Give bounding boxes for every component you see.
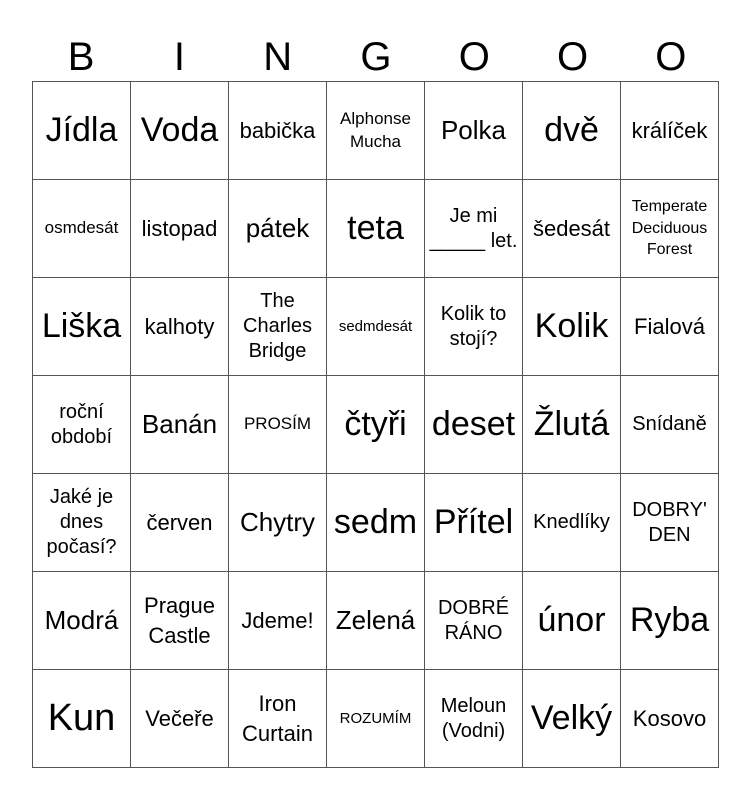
bingo-cell[interactable]: deset: [425, 376, 523, 474]
bingo-cell[interactable]: listopad: [131, 180, 229, 278]
bingo-cell[interactable]: čtyři: [327, 376, 425, 474]
bingo-cell[interactable]: Voda: [131, 82, 229, 180]
bingo-cell[interactable]: Přítel: [425, 474, 523, 572]
bingo-cell[interactable]: Alphonse Mucha: [327, 82, 425, 180]
bingo-cell[interactable]: Kolik: [523, 278, 621, 376]
header-letter-b: B: [67, 35, 95, 79]
bingo-cell[interactable]: Modrá: [33, 572, 131, 670]
bingo-cell[interactable]: osmdesát: [33, 180, 131, 278]
header-letter-n: N: [263, 35, 293, 79]
bingo-cell[interactable]: Večeře: [131, 670, 229, 768]
bingo-cell[interactable]: Kun: [33, 670, 131, 768]
header-letter-g: G: [360, 35, 392, 79]
header-letter-o-3: O: [655, 35, 687, 79]
bingo-cell[interactable]: sedmdesát: [327, 278, 425, 376]
bingo-header: [32, 32, 720, 82]
bingo-cell[interactable]: Je mi _____ let.: [425, 180, 523, 278]
bingo-cell[interactable]: Velký: [523, 670, 621, 768]
bingo-cell[interactable]: kalhoty: [131, 278, 229, 376]
bingo-cell[interactable]: Liška: [33, 278, 131, 376]
bingo-cell[interactable]: DOBRY' DEN: [621, 474, 719, 572]
bingo-cell[interactable]: pátek: [229, 180, 327, 278]
bingo-cell[interactable]: teta: [327, 180, 425, 278]
bingo-cell[interactable]: DOBRÉ RÁNO: [425, 572, 523, 670]
bingo-cell[interactable]: Fialová: [621, 278, 719, 376]
bingo-cell[interactable]: králíček: [621, 82, 719, 180]
bingo-cell[interactable]: Meloun (Vodni): [425, 670, 523, 768]
bingo-cell[interactable]: Banán: [131, 376, 229, 474]
bingo-cell[interactable]: Iron Curtain: [229, 670, 327, 768]
bingo-cell[interactable]: Kolik to stojí?: [425, 278, 523, 376]
bingo-cell[interactable]: únor: [523, 572, 621, 670]
bingo-cell[interactable]: Jaké je dnes počasí?: [33, 474, 131, 572]
bingo-cell[interactable]: sedm: [327, 474, 425, 572]
header-letter-o-2: O: [557, 35, 589, 79]
header-letter-i: I: [173, 35, 185, 79]
bingo-cell[interactable]: The Charles Bridge: [229, 278, 327, 376]
bingo-cell[interactable]: ROZUMÍM: [327, 670, 425, 768]
bingo-cell[interactable]: dvě: [523, 82, 621, 180]
bingo-cell[interactable]: Prague Castle: [131, 572, 229, 670]
bingo-cell[interactable]: Polka: [425, 82, 523, 180]
bingo-cell[interactable]: Chytry: [229, 474, 327, 572]
bingo-cell[interactable]: roční období: [33, 376, 131, 474]
bingo-cell[interactable]: Kosovo: [621, 670, 719, 768]
bingo-cell[interactable]: Zelená: [327, 572, 425, 670]
bingo-cell[interactable]: šedesát: [523, 180, 621, 278]
bingo-cell[interactable]: Ryba: [621, 572, 719, 670]
bingo-cell[interactable]: PROSÍM: [229, 376, 327, 474]
bingo-cell[interactable]: Knedlíky: [523, 474, 621, 572]
bingo-board: [32, 81, 719, 768]
header-letter-o-1: O: [458, 35, 490, 79]
bingo-cell[interactable]: Žlutá: [523, 376, 621, 474]
bingo-cell[interactable]: Jídla: [33, 82, 131, 180]
bingo-cell[interactable]: Snídaně: [621, 376, 719, 474]
bingo-cell[interactable]: babička: [229, 82, 327, 180]
bingo-cell[interactable]: červen: [131, 474, 229, 572]
bingo-cell[interactable]: Temperate Deciduous Forest: [621, 180, 719, 278]
bingo-cell[interactable]: Jdeme!: [229, 572, 327, 670]
